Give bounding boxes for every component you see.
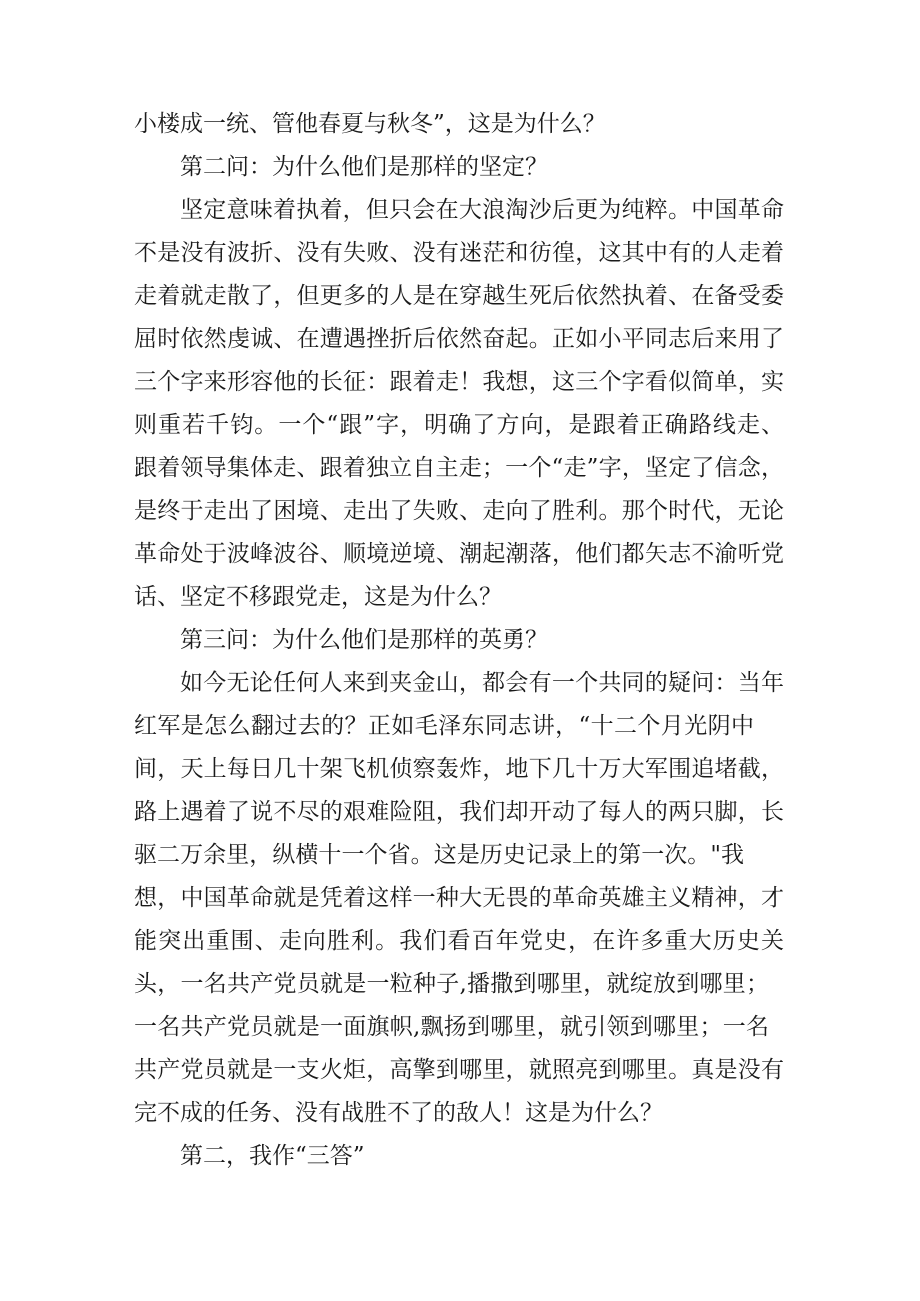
text-line: 小楼成一统、管他春夏与秋冬”，这是为什么？ bbox=[134, 111, 606, 137]
text-line: 话、坚定不移跟党走，这是为什么？ bbox=[134, 584, 502, 610]
text-line: 则重若千钧。一个“跟”字，明确了方向，是跟着正确路线走、 bbox=[134, 412, 784, 438]
text-line: 驱二万余里，纵横十一个省。这是历史记录上的第一次。"我 bbox=[134, 842, 744, 868]
section-heading: 第二问：为什么他们是那样的坚定？ bbox=[180, 154, 548, 180]
text-line: 屈时依然虔诚、在遭遇挫折后依然奋起。正如小平同志后来用了 bbox=[134, 326, 784, 352]
text-line: 共产党员就是一支火炬，高擎到哪里，就照亮到哪里。真是没有 bbox=[134, 1057, 784, 1083]
text-line: 想，中国革命就是凭着这样一种大无畏的革命英雄主义精神，才 bbox=[134, 885, 784, 911]
section-heading: 第三问：为什么他们是那样的英勇？ bbox=[180, 627, 548, 653]
text-line: 革命处于波峰波谷、顺境逆境、潮起潮落，他们都矢志不渝听党 bbox=[134, 541, 784, 567]
text-line: 走着就走散了，但更多的人是在穿越生死后依然执着、在备受委 bbox=[134, 283, 784, 309]
text-line: 头，一名共产党员就是一粒种子,播撒到哪里，就绽放到哪里； bbox=[134, 971, 769, 997]
text-line: 红军是怎么翻过去的？正如毛泽东同志讲，“十二个月光阴中 bbox=[134, 713, 754, 739]
text-line: 如今无论任何人来到夹金山，都会有一个共同的疑问：当年 bbox=[180, 670, 784, 696]
text-line: 一名共产党员就是一面旗帜,飘扬到哪里，就引领到哪里；一名 bbox=[134, 1014, 769, 1040]
text-line: 跟着领导集体走、跟着独立自主走；一个“走”字，坚定了信念， bbox=[134, 455, 784, 481]
text-line: 是终于走出了困境、走出了失败、走向了胜利。那个时代，无论 bbox=[134, 498, 784, 524]
text-line: 完不成的任务、没有战胜不了的敌人！这是为什么？ bbox=[134, 1100, 663, 1126]
text-line: 坚定意味着执着，但只会在大浪淘沙后更为纯粹。中国革命 bbox=[180, 197, 784, 223]
text-line: 不是没有波折、没有失败、没有迷茫和彷徨，这其中有的人走着 bbox=[134, 240, 784, 266]
text-line: 间，天上每日几十架飞机侦察轰炸，地下几十万大军围追堵截， bbox=[134, 756, 784, 782]
text-line: 路上遇着了说不尽的艰难险阻，我们却开动了每人的两只脚，长 bbox=[134, 799, 784, 825]
text-line: 能突出重围、走向胜利。我们看百年党史，在许多重大历史关 bbox=[134, 928, 784, 954]
text-line: 三个字来形容他的长征：跟着走！我想，这三个字看似简单，实 bbox=[134, 369, 784, 395]
section-heading: 第二，我作“三答” bbox=[180, 1143, 365, 1169]
